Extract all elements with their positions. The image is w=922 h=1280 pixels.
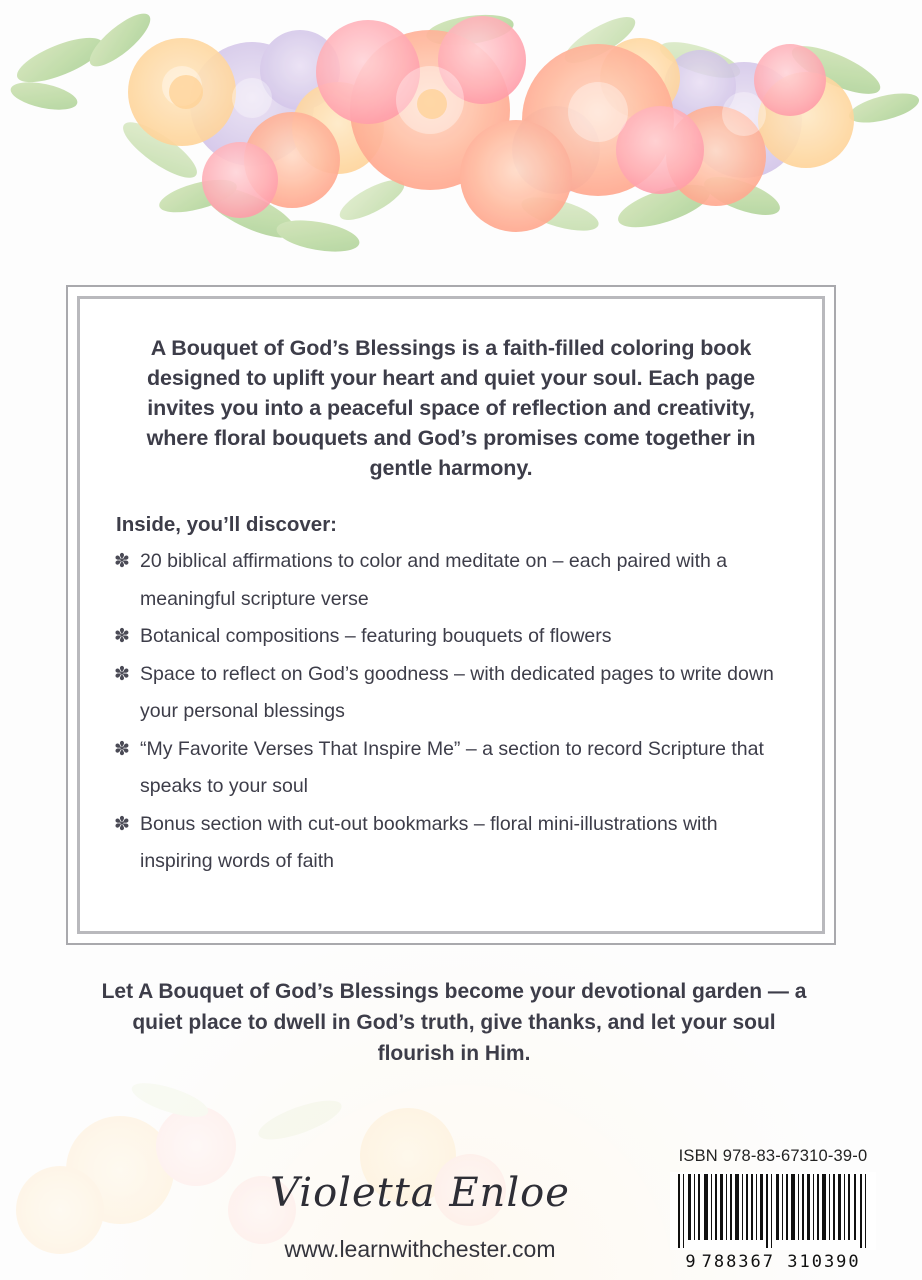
flower-bullet-icon: ✽: [114, 738, 130, 760]
list-item-label: 20 biblical affirmations to color and meditate on – each paired with a meaningful scripture verse: [140, 550, 728, 610]
list-item-label: Space to reflect on God’s goodness – with dedicated pages to write down your personal blessings: [140, 662, 774, 722]
isbn-number: ISBN 978-83-67310-39-0: [678, 1147, 868, 1165]
list-item: [114, 618, 792, 656]
inside-heading: Inside, you’ll discover:: [116, 513, 338, 536]
list-item-label: Botanical compositions – featuring bouquets of flowers: [140, 625, 612, 647]
website-url[interactable]: www.learnwithchester.com: [284, 1236, 556, 1262]
description-frame: [66, 285, 836, 945]
flower-bullet-icon: ✽: [114, 813, 130, 835]
closing-paragraph: Let A Bouquet of God’s Blessings become your devotional garden — a quiet place to dwell in God’s truth, give thanks, and let your soul flourish in Him.: [101, 980, 807, 1065]
list-item: [114, 731, 792, 806]
isbn-block: [660, 1147, 886, 1272]
list-item-label: “My Favorite Verses That Inspire Me” – a section to record Scripture that speaks to your soul: [140, 737, 764, 797]
flower-bullet-icon: ✽: [114, 551, 130, 572]
barcode-digit-main: 788367 310390: [701, 1252, 861, 1272]
barcode-digit-prefix: 9: [685, 1252, 698, 1272]
barcode-image: [670, 1172, 876, 1250]
list-item: [114, 656, 792, 731]
author-signature: Violetta Enloe: [270, 1170, 570, 1216]
intro-paragraph: A Bouquet of God’s Blessings is a faith-filled coloring book designed to uplift your heart and quiet your soul. Each page invites you into a peaceful space of reflection and creativity, where floral bouquets and God’s promises come together in gentle harmony.: [146, 336, 756, 480]
list-item-label: Bonus section with cut-out bookmarks – floral mini-illustrations with inspiring words of faith: [140, 812, 718, 872]
barcode-digits: [660, 1252, 886, 1272]
flower-bullet-icon: ✽: [114, 626, 130, 647]
flower-bullet-icon: ✽: [114, 663, 130, 685]
list-item: [114, 806, 792, 881]
description-frame-inner: [77, 296, 825, 934]
feature-list: [110, 543, 792, 881]
list-item: [114, 543, 792, 618]
floral-header-illustration: [0, 0, 922, 280]
